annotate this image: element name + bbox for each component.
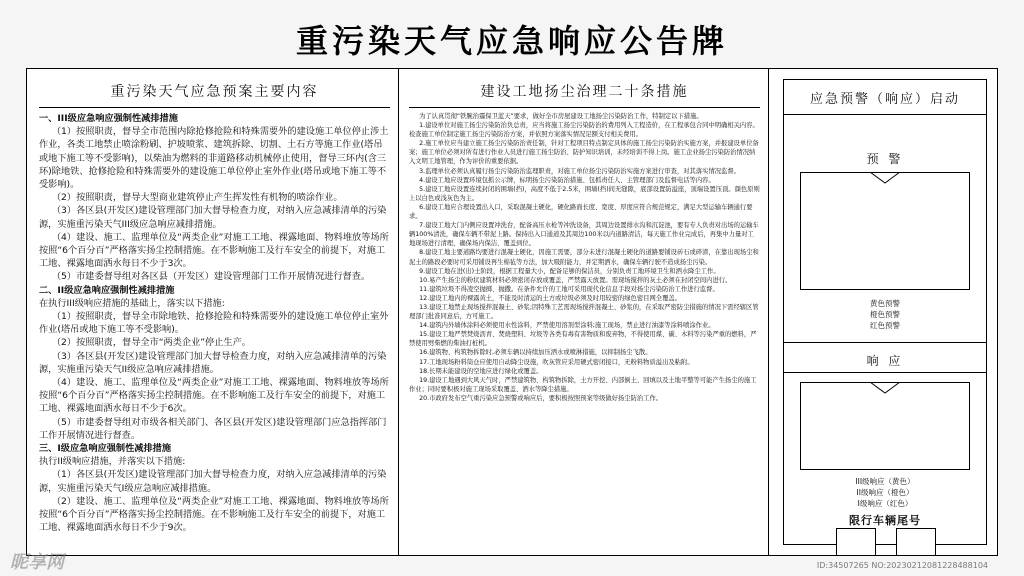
alert-panel <box>783 79 987 545</box>
plan-paragraph: （3）各区县(开发区)建设管理部门加大督导检查力度，对纳入应急减排清单的污染源，实施重污染天气III级应急响应减排措施。 <box>39 205 387 230</box>
plan-paragraph: （2）按照职责，督导大型商业建筑停止产生挥发性有机物的喷涂作业。 <box>51 192 343 204</box>
response-legend <box>784 476 986 509</box>
measure-item: 19.建设工地遇到大风天气时，严禁建筑物、构筑物拆除，土方开挖、内部倒土、回填以及土地平整等可能产生扬尘的施工作业；同时要积极对施工现场采取覆盖、洒水等降尘措施。 <box>409 376 757 393</box>
measure-item: 18.长期未能建设的空地应进行绿化或覆盖。 <box>419 367 543 375</box>
measure-item: 15.建设工地严禁焚烧沥青、焚烧塑料、垃圾等各类有毒有害物质和废弃物，不得使用煤、碳、木料等污染严重的燃料，严禁使用劈柴燃的柴油打桩机。 <box>409 331 757 348</box>
measure-item: 4.建设工地应设置环境包抓公示牌，标明扬尘污染防治措施、包抓责任人、主管理部门及监督电话等内容。 <box>419 176 715 184</box>
measure-item: 3.监理单位必须认真履行扬尘污染防治监理职责，对施工单位扬尘污染防治实施方案进行审查，对其落实情况监督。 <box>419 167 740 175</box>
slot-tab-shape <box>800 172 970 184</box>
warning-legend-item: 黄色预警 <box>870 299 900 308</box>
measure-item: 14.建筑内外墙体涂料必须使用水性涂料，严禁使用溶剂型涂料;施工现场，禁止进行油漆等涂料喷涂作业。 <box>419 322 715 330</box>
plan-section-heading: 三、I级应急响应强制性减排措施 <box>39 443 172 455</box>
plate-number-slot[interactable] <box>896 528 936 555</box>
measure-item: 2.施工单位应当建立施工扬尘污染防治责任制，针对工程项目特点制定具体的施工扬尘污染防治实施方案，并报建设单位备案；施工单位必须对所有进行作业人员进行施工扬尘防治、防护知识培训，未经培训不得上岗。施工企业扬尘污染防治情况纳入文明工地管理，作为评价的重要依据。 <box>409 140 759 166</box>
section-divider <box>784 372 986 373</box>
measure-item: 6.建设工地应合理设置出入口，采取混凝土硬化，硬化路面长度、宽度、厚度应符合规范规定，满足大型运输车辆通行要求。 <box>409 203 753 221</box>
plan-title: 重污染天气应急预案主要内容 <box>110 84 319 100</box>
measures-intro: 为了认真贯彻“铁腕治霾保卫蓝天”要求，做好全市房屋建设工地扬尘污染防治工作，特制定以下措施。 <box>419 113 703 120</box>
plan-paragraph: （5）市建委督导组对各区县（开发区）建设管理部门工作开展情况进行督查。 <box>51 271 371 283</box>
plan-title-rule <box>39 107 390 108</box>
watermark-id: ID:34507265 NO:20230212081228488104 <box>816 561 988 570</box>
measure-item: 8.建设工地主要道路均要进行混凝土硬化，因施工需要，部分未进行混凝土硬化的道路要铺设砖石或碎渣，在靠出现场尘和泥土的路段必要时可采用铺设再生棉毡等方法，加大吸附能力，并定期洒水，确保车辆行驶不造成扬尘污染。 <box>409 249 759 266</box>
plate-title: 限行车辆尾号 <box>849 514 921 527</box>
plan-paragraph: 执行II级响应措施，并落实以下措施: <box>39 456 186 468</box>
watermark-logo: 昵享网 <box>10 552 64 573</box>
measure-item: 5.建设工地应设置连续封闭的围墙(挡)，高度不低于2.5米，围墙(挡)间无缝隙，底部设置防溢座，顶端设置压顶。颜色原则上以白色或浅灰色为主。 <box>409 185 760 202</box>
warning-legend <box>784 298 986 331</box>
slot-tab-shape <box>800 382 970 394</box>
measure-item: 17.工地现场粉料筒仓应使用自动降尘设施，吹灰管应采用硬式密闭接口，无粉料物质溢出及粘附。 <box>419 358 694 366</box>
plan-paragraph: （1）按照职责，督导全市除地铁、抢修抢险和特殊需要外的建设施工单位停止室外作业(塔吊或地下施工等不受影响)。 <box>39 311 389 336</box>
plan-paragraph: （2）建设、施工、监理单位及“两类企业”对施工工地、裸露地面、物料堆放等场所按照“6个百分百”严格落实扬尘控制措施。在不影响施工及行车安全的前提下，对施工工地、裸露地面洒水每日不少于9次。 <box>39 495 389 534</box>
measure-item: 10.易产生扬尘的粉状建筑材料必须密闭存放或覆盖，严禁露天放置。需现场搅拌的灰土必须在封闭空间内进行。 <box>419 276 732 284</box>
measures-title: 建设工地扬尘治理二十条措施 <box>480 84 689 100</box>
plan-paragraph: （1）各区县(开发区)建设管理部门加大督导检查力度，对纳入应急减排清单的污染源，实施重污染天气I级应急响应减排措施。 <box>39 469 387 494</box>
plan-section-heading: 一、III级应急响应强制性减排措施 <box>39 113 178 124</box>
alert-column <box>769 69 999 555</box>
plate-number-slot[interactable] <box>836 528 876 555</box>
section-divider <box>784 342 986 343</box>
measures-body <box>409 112 760 403</box>
response-title: 响 应 <box>866 354 904 368</box>
warning-card-slot[interactable] <box>800 172 970 290</box>
response-card-slot[interactable] <box>800 382 970 470</box>
measures-title-rule <box>409 107 760 108</box>
alert-title-rule <box>784 114 986 115</box>
plan-paragraph: （5）市建委督导组对市级各相关部门、各区县(开发区)建设管理部门应急指挥部门工作开展情况进行督查。 <box>39 416 387 441</box>
measure-item: 9.建设工地在进(出)土阶段，根据工程量大小，配备足够的保洁员，分别负责工地环境卫生和洒水降尘工作。 <box>419 267 720 275</box>
measure-item: 1.建设单位对施工扬尘污染防治负总责，应当将施工扬尘污染防治的费用列入工程造价，在工程承包合同中明确相关内容。检查施工单位制定施工扬尘污染防治方案，并依照方案落实情况足额支付相关费用。 <box>409 122 759 139</box>
response-legend-item: I级响应（红色） <box>857 499 913 508</box>
plan-paragraph: （4）建设、施工、监理单位及“两类企业”对施工工地、裸露地面、物料堆放等场所按照“6个百分百”严格落实扬尘控制措施。在不影响施工及行车安全的前提下，对施工工地、裸露地面洒水每日不少于3次。 <box>39 231 389 270</box>
measure-item: 11.建筑垃圾不得凌空抛掷、抛撒。在条件允许的工地可采用现代化信息手段对扬尘污染防治工作进行监督。 <box>419 285 719 293</box>
alert-title: 应急预警（响应）启动 <box>809 92 960 107</box>
board-frame <box>26 68 998 556</box>
measure-item: 16.建筑物、构筑物拆除时,必须车辆以持续加压洒水或喷淋措施，以抑制扬尘飞散。 <box>419 349 652 357</box>
measure-item: 7.建设工地大门内侧应设置冲洗台，配备高压水枪等冲洗设备，其周边设置排水沟和沉淀池，要有专人负责对出场的运输车辆100%清洗，确保车辆不带泥上路。保持出入口通道及其周边100米以内道路清洁，每天施工作业完成后，再集中力量对工地现场进行清理，确保场内保洁、覆盖到位。 <box>409 222 759 248</box>
warning-legend-item: 红色预警 <box>870 321 900 330</box>
plan-paragraph: （4）建设、施工、监理单位及“两类企业”对施工工地、裸露地面、物料堆放等场所按照“6个百分百”严格落实扬尘控制措施。在不影响施工及行车安全的前提下，对施工工地、裸露地面洒水每日不少于6次。 <box>39 377 389 415</box>
plan-paragraph: 在执行III级响应措施的基础上，落实以下措施: <box>39 297 225 309</box>
measure-item: 20.市政府发布空气重污染应急预警或响应后，要积极按照预案等级做好扬尘防治工作。 <box>419 394 663 402</box>
response-legend-item: II级响应（橙色） <box>856 488 914 497</box>
response-legend-item: III级响应（黄色） <box>855 477 915 486</box>
plan-paragraph: （1）按照职责，督导全市范围内除抢修抢险和特殊需要外的建设施工单位停止涉土作业，各类工地禁止喷涂粉刷、护坡喷浆、建筑拆除、切割、土石方等施工作业(塔吊或地下施工等不受影响)，以柴油为燃料的非道路移动机械停止使用，督导三环内(含三环)除地铁、抢修抢险和特殊需要外的建设施工单位停止室外作业(塔吊或地下施工等不受影响)。 <box>39 126 389 191</box>
warning-title: 预 警 <box>866 152 904 166</box>
plan-column <box>27 69 399 555</box>
measure-item: 13.建设工地禁止现场搅拌混凝土、砂浆;因特殊工艺需现场搅拌混凝土、砂浆的，在采取严密防尘措施的情况下需经辖区管理部门批准同意后，方可施工。 <box>409 303 759 321</box>
measure-item: 12.建设工地内的裸露黄土，不能及时清运的土方或垃圾必须及时用较密的绿色密目网全覆盖。 <box>419 294 681 302</box>
plan-body <box>39 112 390 535</box>
plan-paragraph: （2）按照职责，督导全市“两类企业”停止生产。 <box>51 337 251 349</box>
measures-column <box>399 69 769 555</box>
plan-paragraph: （3）各区县(开发区)建设管理部门加大督导检查力度，对纳入应急减排清单的污染源，实施重污染天气II级应急响应减排措施。 <box>39 350 387 375</box>
warning-legend-item: 橙色预警 <box>870 310 900 319</box>
plan-section-heading: 二、II级应急响应强制性减排措施 <box>39 284 175 296</box>
board-title: 重污染天气应急响应公告牌 <box>295 22 728 60</box>
